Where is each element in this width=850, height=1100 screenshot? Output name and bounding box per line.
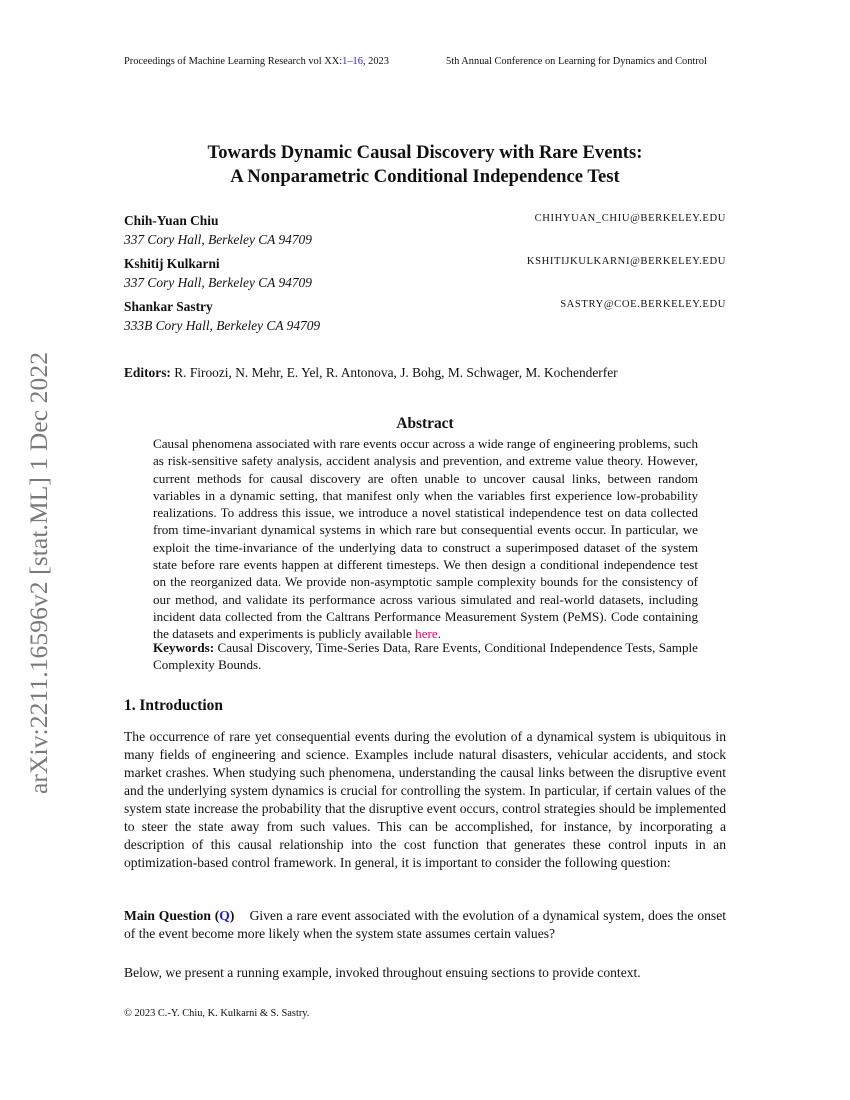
keywords-text: Causal Discovery, Time-Series Data, Rare Events, Conditional Independence Tests, Sample Complexity Bounds. bbox=[153, 640, 698, 673]
author-block bbox=[124, 211, 726, 249]
keywords-label: Keywords: bbox=[153, 640, 215, 655]
editors-label: Editors: bbox=[124, 365, 171, 380]
editors-names: R. Firoozi, N. Mehr, E. Yel, R. Antonova, J. Bohg, M. Schwager, M. Kochenderfer bbox=[170, 365, 618, 380]
author-email: SASTRY@COE.BERKELEY.EDU bbox=[560, 299, 726, 310]
editors-line bbox=[124, 365, 618, 381]
running-header-right: 5th Annual Conference on Learning for Dynamics and Control bbox=[446, 56, 707, 67]
author-block bbox=[124, 297, 726, 335]
author-name: Chih-Yuan Chiu bbox=[124, 213, 219, 228]
author-affiliation: 333B Cory Hall, Berkeley CA 94709 bbox=[124, 318, 321, 333]
abstract-body bbox=[153, 435, 698, 643]
author-name: Kshitij Kulkarni bbox=[124, 256, 220, 271]
keywords bbox=[153, 639, 698, 674]
author-affiliation: 337 Cory Hall, Berkeley CA 94709 bbox=[124, 232, 312, 247]
paper-title bbox=[124, 141, 726, 189]
section-heading: 1. Introduction bbox=[124, 697, 223, 714]
author-block bbox=[124, 254, 726, 292]
author-email: KSHITIJKULKARNI@BERKELEY.EDU bbox=[526, 256, 726, 267]
intro-text: The occurrence of rare yet consequential events during the evolution of a dynamical system is ubiquitous in many fields of engineering and science. Examples include natural disasters, vehicular accidents, and stock market crashes. When studying such phenomena, understanding the causal links between the disruptive event and the underlying system dynamics is crucial for controlling the system. In particular, if certain values of the system state increase the probability that the disruptive event occurs, control strategies should be implemented to steer the state away from such values. This can be accomplished, for instance, by incorporating a description of this causal relationship into the cost function that generates these control inputs in an optimization-based control framework. In general, it is important to consider the following question: bbox=[124, 729, 726, 871]
running-example-paragraph bbox=[124, 964, 726, 982]
running-header-left bbox=[124, 56, 389, 67]
page-range-link[interactable]: 1–16 bbox=[342, 56, 363, 67]
title-line-1: Towards Dynamic Causal Discovery with Rare Events: bbox=[207, 142, 643, 163]
author-email: CHIHYUAN_CHIU@BERKELEY.EDU bbox=[534, 213, 726, 224]
abstract-text: Causal phenomena associated with rare events occur across a wide range of engineering problems, such as risk-sensitive safety analysis, accident analysis and prevention, and extreme value theory. However, current methods for causal discovery are often unable to uncover causal links, between random variables in a dynamic setting, that manifest only when the variables first experience low-probability realizations. To address this issue, we introduce a novel statistical independence test on data collected from time-invariant dynamical systems in which rare but consequential events occur. In particular, we exploit the time-invariance of the underlying data to construct a superimposed dataset of the system state before rare events happen at different timesteps. We then design a conditional independence test on the reorganized data. We provide non-asymptotic sample complexity bounds for the consistency of our method, and validate its performance across various simulated and real-world datasets, including incident data collected from the Caltrans Performance Measurement System (PeMS). Code containing the datasets and experiments is publicly available bbox=[153, 436, 698, 642]
abstract-heading: Abstract bbox=[396, 415, 454, 432]
author-name: Shankar Sastry bbox=[124, 299, 213, 314]
header-proceedings: Proceedings of Machine Learning Research vol XX: bbox=[124, 56, 343, 67]
question-text: Given a rare event associated with the evolution of a dynamical system, does the onset of the event become more likely when the system state assumes certain values? bbox=[124, 908, 727, 942]
author-affiliation: 337 Cory Hall, Berkeley CA 94709 bbox=[124, 275, 312, 290]
copyright-footer: © 2023 C.-Y. Chiu, K. Kulkarni & S. Sastry. bbox=[124, 1008, 310, 1019]
header-year: , 2023 bbox=[362, 56, 389, 67]
abstract-period: . bbox=[437, 626, 441, 642]
question-label: Main Question (Q) bbox=[124, 908, 235, 923]
code-link[interactable]: here bbox=[415, 626, 438, 642]
running-example-text: Below, we present a running example, invoked throughout ensuing sections to provide context. bbox=[124, 965, 641, 980]
arxiv-stamp: arXiv:2211.16596v2 [stat.ML] 1 Dec 2022 bbox=[24, 351, 53, 794]
main-question bbox=[124, 907, 726, 943]
intro-paragraph bbox=[124, 728, 726, 872]
title-line-2: A Nonparametric Conditional Independence Test bbox=[230, 166, 620, 187]
question-link[interactable]: Q bbox=[219, 908, 230, 923]
